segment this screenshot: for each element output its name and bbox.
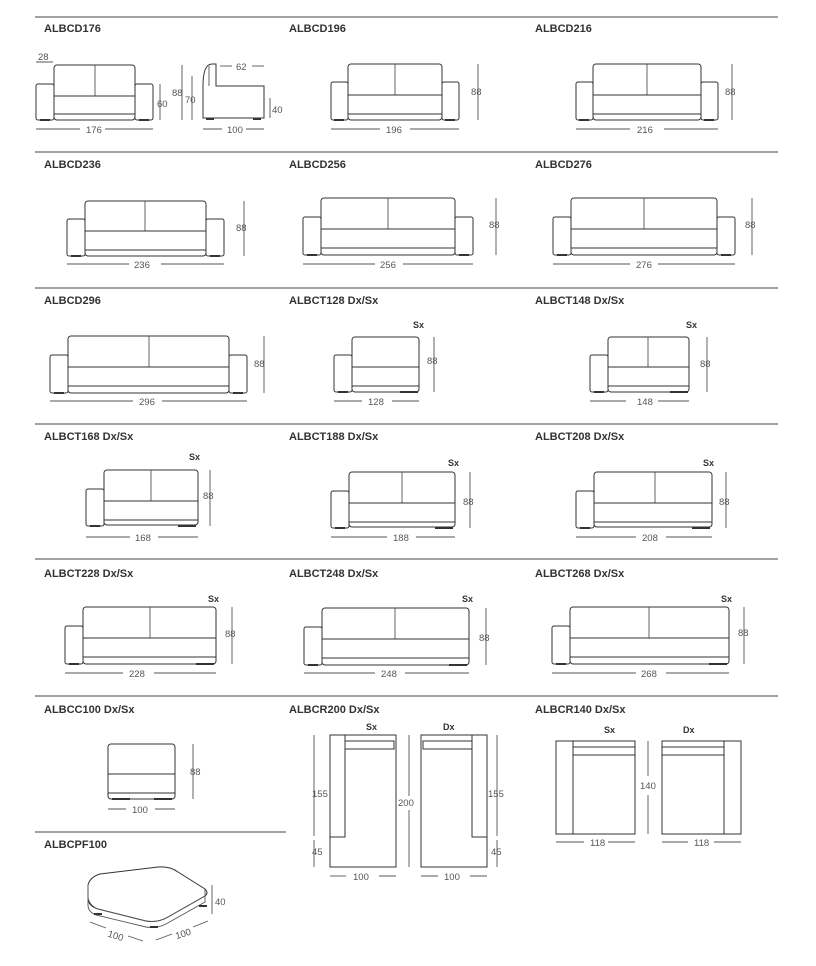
side-tag: Sx [686, 320, 698, 330]
dim-front-length-right: 45 [491, 847, 502, 858]
dim-side-top: 62 [236, 62, 247, 73]
model-albct208 [535, 431, 730, 544]
model-albcd216 [535, 23, 736, 136]
model-albcd236 [44, 159, 247, 271]
dim-width: 168 [135, 533, 151, 544]
model-albcr200 [289, 704, 504, 883]
side-tag: Sx [448, 458, 460, 468]
side-tag: Sx [208, 594, 220, 604]
dim-width: 208 [642, 533, 658, 544]
model-code: ALBCD276 [535, 159, 592, 171]
dim-height: 88 [738, 628, 749, 639]
dim-width: 228 [129, 669, 145, 680]
dim-total-length: 200 [398, 798, 414, 809]
model-code: ALBCT228 Dx/Sx [44, 568, 134, 580]
model-code: ALBCD176 [44, 23, 101, 35]
dim-width: 248 [381, 669, 397, 680]
side-tag: Sx [462, 594, 474, 604]
dim-width-right: 100 [444, 872, 460, 883]
model-code: ALBCPF100 [44, 839, 107, 851]
model-albct248 [289, 568, 490, 680]
dim-width: 128 [368, 397, 384, 408]
dim-width: 296 [139, 397, 155, 408]
model-albct268 [535, 568, 749, 680]
dim-width: 100 [132, 805, 148, 816]
dim-width: 216 [637, 125, 653, 136]
side-tag: Sx [721, 594, 733, 604]
model-code: ALBCT168 Dx/Sx [44, 431, 134, 443]
dim-width-a: 100 [106, 928, 125, 945]
dim-back-height: 70 [185, 95, 196, 106]
dim-height: 88 [225, 629, 236, 640]
side-tag: Sx [703, 458, 715, 468]
model-code: ALBCD296 [44, 295, 101, 307]
dim-height: 88 [719, 497, 730, 508]
side-tag: Sx [189, 452, 201, 462]
dim-height: 88 [700, 359, 711, 370]
side-tag: Sx [413, 320, 425, 330]
model-albcd176 [36, 23, 283, 136]
dim-seat-height: 60 [157, 99, 168, 110]
dim-height: 88 [203, 491, 214, 502]
dim-width-left: 100 [353, 872, 369, 883]
dim-height: 88 [725, 87, 736, 98]
dim-width: 276 [636, 260, 652, 271]
model-albcd276 [535, 159, 756, 271]
dim-width: 176 [86, 125, 102, 136]
model-albct188 [289, 431, 474, 544]
model-code: ALBCR140 Dx/Sx [535, 704, 626, 716]
dim-height: 88 [427, 356, 438, 367]
model-code: ALBCC100 Dx/Sx [44, 704, 135, 716]
dim-width: 236 [134, 260, 150, 271]
model-albcc100 [44, 704, 201, 816]
model-albcd296 [44, 295, 265, 408]
dim-height: 88 [254, 359, 265, 370]
model-code: ALBCT248 Dx/Sx [289, 568, 379, 580]
dim-front-length: 45 [312, 847, 323, 858]
dim-height: 88 [236, 223, 247, 234]
dim-width: 148 [637, 397, 653, 408]
dim-width: 256 [380, 260, 396, 271]
dim-height: 88 [463, 497, 474, 508]
model-code: ALBCT188 Dx/Sx [289, 431, 379, 443]
model-albct228 [44, 568, 236, 680]
dim-back-length-right: 155 [488, 789, 504, 800]
model-code: ALBCT208 Dx/Sx [535, 431, 625, 443]
model-albcpf100 [44, 839, 226, 944]
model-albct148 [535, 295, 711, 408]
dim-arm-height: 40 [272, 105, 283, 116]
side-tag-right: Dx [443, 722, 455, 732]
dim-side-depth: 100 [227, 125, 243, 136]
dim-height: 88 [489, 220, 500, 231]
dim-width-left: 118 [590, 838, 606, 849]
dim-width-right: 118 [694, 838, 710, 849]
dim-width-b: 100 [174, 926, 193, 943]
dim-height: 88 [190, 767, 201, 778]
dim-width: 268 [641, 669, 657, 680]
dim-height: 88 [172, 88, 183, 99]
row-separators [35, 17, 778, 832]
dim-back-length: 155 [312, 789, 328, 800]
side-tag-right: Dx [683, 725, 695, 735]
dim-height: 40 [215, 897, 226, 908]
side-tag-left: Sx [604, 725, 616, 735]
model-code: ALBCD256 [289, 159, 346, 171]
model-albct128 [289, 295, 438, 408]
side-tag-left: Sx [366, 722, 378, 732]
model-code: ALBCD196 [289, 23, 346, 35]
model-albcd256 [289, 159, 500, 271]
dim-arm-width: 28 [38, 52, 49, 63]
dim-width: 196 [386, 125, 402, 136]
model-albcr140 [535, 704, 741, 849]
model-code: ALBCT268 Dx/Sx [535, 568, 625, 580]
dim-width: 188 [393, 533, 409, 544]
model-albcd196 [289, 23, 482, 136]
dim-height: 88 [479, 633, 490, 644]
dim-length: 140 [640, 781, 656, 792]
model-code: ALBCT148 Dx/Sx [535, 295, 625, 307]
model-code: ALBCR200 Dx/Sx [289, 704, 380, 716]
model-albct168 [44, 431, 214, 544]
model-code: ALBCD236 [44, 159, 101, 171]
dim-height: 88 [471, 87, 482, 98]
model-code: ALBCT128 Dx/Sx [289, 295, 379, 307]
dim-height: 88 [745, 220, 756, 231]
model-code: ALBCD216 [535, 23, 592, 35]
